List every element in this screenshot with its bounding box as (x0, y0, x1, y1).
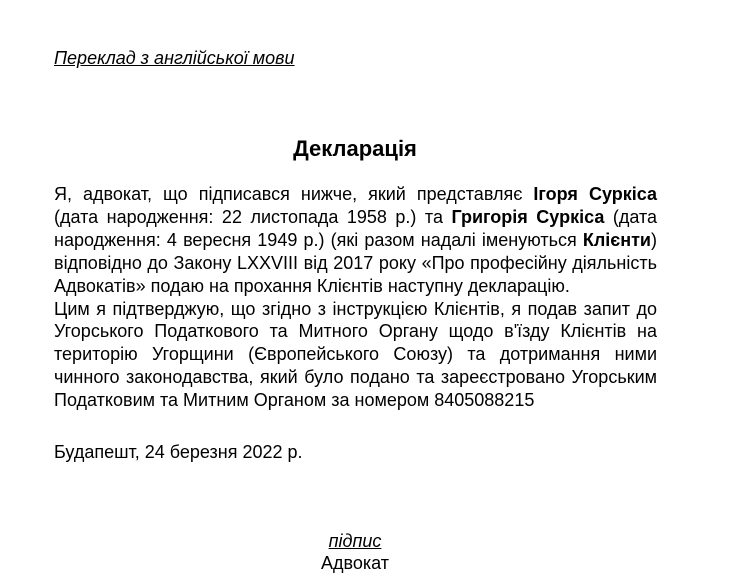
clients-term: Клієнти (582, 229, 651, 250)
client-name-2: Григорія Суркіса (451, 206, 605, 227)
place-and-date: Будапешт, 24 березня 2022 р. (54, 442, 303, 462)
declaration-body (54, 183, 657, 412)
client-name-1: Ігоря Суркіса (533, 184, 657, 204)
signature-label: підпис (328, 531, 382, 551)
translation-note: Переклад з англійської мови (54, 48, 295, 68)
document-title: Декларація (293, 136, 417, 161)
paragraph-1-text-b: (дата народження: 22 листопада 1958 р.) та (54, 206, 452, 227)
paragraph-1-text-d: ) відповідно до Закону LXXVIII від 2017 року «Про професійну діяльність Адвокатів» подаю на прохання Клієнтів наступну декларацію. (54, 229, 657, 296)
declaration-paragraph-2: Цим я підтверджую, що згідно з інструкцією Клієнтів, я подав запит до Угорського Податкового та Митного Органу щодо в'їзду Клієнтів на територію Угорщини (Європейського Союзу) та дотримання ними чинного законодавства, який було подано та зареєстровано Угорським Податковим та Митним Органом за номером 8405088215 (54, 298, 657, 411)
declaration-paragraph-1 (54, 183, 657, 298)
paragraph-1-text-a: Я, адвокат, що підписався нижче, який представляє (54, 184, 534, 204)
paragraph-1-text-c: (дата народження: 4 вересня 1949 р.) (які разом надалі іменуються (54, 206, 657, 250)
signer-role: Адвокат (320, 553, 389, 573)
